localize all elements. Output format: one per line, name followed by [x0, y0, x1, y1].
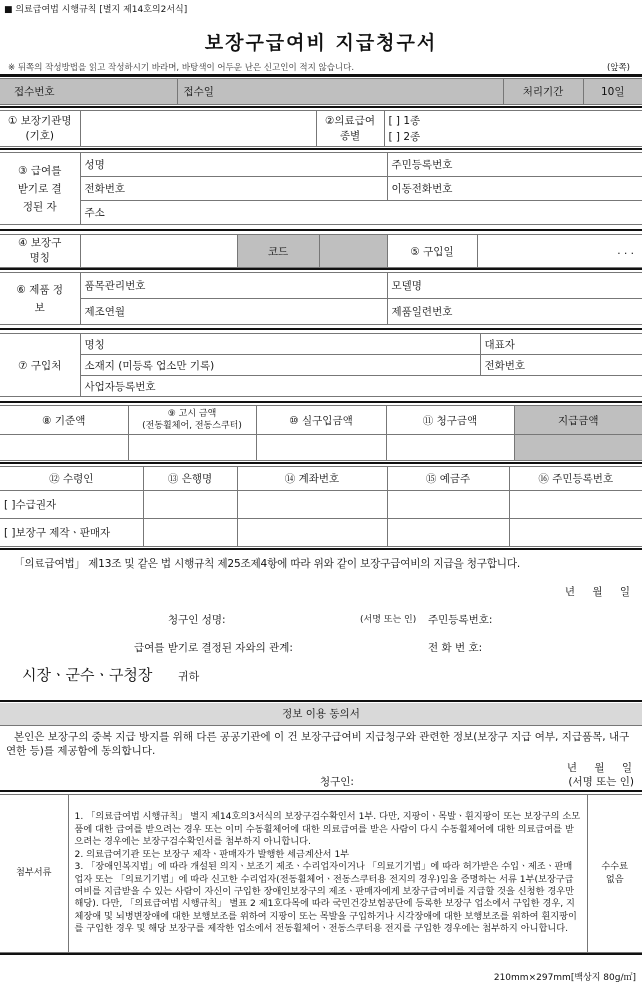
code-label: 코드 [237, 235, 319, 268]
bank-input-2[interactable] [143, 519, 237, 547]
recipient-label: ③ 급여를 받기로 결 정된 자 [0, 153, 80, 225]
item-management-number-field[interactable]: 품목관리번호 [80, 273, 387, 299]
purchase-date-label: ⑤ 구입일 [387, 235, 477, 268]
top-rule [0, 74, 642, 77]
account-input-1[interactable] [237, 491, 387, 519]
bank-input-1[interactable] [143, 491, 237, 519]
addressee: 시장ㆍ군수ㆍ구청장 [22, 666, 153, 684]
manufacture-date-field[interactable]: 제조연월 [80, 299, 387, 325]
attachments-label: 첨부서류 [0, 795, 68, 953]
consent-title: 정보 이용 동의서 [0, 703, 642, 726]
code-input [319, 235, 387, 268]
consent-text: 본인은 보장구의 중복 지급 방지를 위해 다른 공공기관에 이 건 보장구급여비 지급청구와 관련한 정보(보장구 지급 여부, 지급품목, 내구연한 등)를 제공함에 동의합니다. [6, 731, 630, 757]
cap-amount-label: ⑨ 고시 금액 (전동휠체어, 전동스쿠터) [128, 406, 256, 435]
model-name-field[interactable]: 모델명 [387, 273, 642, 299]
recipient-address-field[interactable]: 주소 [80, 201, 642, 225]
agency-input[interactable] [80, 111, 316, 147]
vendor-name-field[interactable]: 명칭 [80, 334, 480, 355]
form-title: 보장구급여비 지급청구서 [204, 32, 438, 54]
consent-claimant-label: 청구인: [320, 776, 354, 788]
account-input-2[interactable] [237, 519, 387, 547]
serial-number-field[interactable]: 제품일련번호 [387, 299, 642, 325]
claimant-name-label: 청구인 성명: [168, 614, 226, 626]
consent-date: 년 월 일 [566, 762, 632, 774]
payment-amount-label: 지급금액 [514, 406, 642, 435]
form-header: ■ 의료급여법 시행규칙 [별지 제14호의2서식] [4, 5, 188, 15]
benefit-type-label: ②의료급여 종별 [316, 111, 384, 147]
consent-sign-label: (서명 또는 인) [568, 776, 634, 788]
recipient-rrn-field[interactable]: 주민등록번호 [387, 153, 642, 177]
attachment-item-2: 2. 의료급여기관 또는 보장구 제작ㆍ판매자가 발행한 세금계산서 1부 [74, 848, 350, 860]
product-section [0, 272, 642, 325]
holder-input-1[interactable] [387, 491, 509, 519]
form-note: ※ 뒤쪽의 작성방법을 읽고 작성하시기 바라며, 바탕색이 어두운 난은 신고인이 적지 않습니다. [8, 63, 355, 73]
recipient-name-field[interactable]: 성명 [80, 153, 387, 177]
holder-rrn-label: ⑯ 주민등록번호 [509, 467, 642, 491]
account-holder-label: ⑮ 예금주 [387, 467, 509, 491]
bank-name-label: ⑬ 은행명 [143, 467, 237, 491]
cap-amount-input[interactable] [128, 435, 256, 461]
recipient-phone-field[interactable]: 전화번호 [80, 177, 387, 201]
product-info-label: ⑥ 제품 정 보 [0, 273, 80, 325]
processing-period-label: 처리기간 [503, 79, 583, 105]
claimant-sign-label: (서명 또는 인) [360, 615, 417, 625]
recipient-section [0, 152, 642, 225]
holder-input-2[interactable] [387, 519, 509, 547]
receipt-number-label: 접수번호 [0, 79, 177, 105]
device-section [0, 234, 642, 268]
account-section [0, 466, 642, 547]
recipient-mobile-field[interactable]: 이동전화번호 [387, 177, 642, 201]
base-amount-label: ⑧ 기준액 [0, 406, 128, 435]
vendor-rep-field[interactable]: 대표자 [480, 334, 642, 355]
claimant-rrn-label: 주민등록번호: [428, 614, 493, 626]
type2-checkbox[interactable]: [ ] 2종 [388, 130, 421, 143]
attachment-item-3: 3. 「장애인복지법」에 따라 개설된 의지ㆍ보조기 제조ㆍ수리업자이거나 「의료기기법」에 따라 허가받은 수입ㆍ제조ㆍ판매업자 또는 「의료기기법」에 따라 신고한 수리업자(전동휠체어ㆍ전동스쿠터용 전지의 경우)임을 증명하는 서류 1부(보장구급여비를 지급받을 수 있는 사람이 자신이 구입한 장애인보장구의 제조ㆍ판매자에게 보장구급여비를 지급할 것을 신청한 경우만 해당). 다만, 「의료급여법 시행규칙」 별표 2 제1호다목에 따라 국민건강보험공단에 등록한 보장구 업소에서 구입한 경우, 지체장애 및 뇌병변장애에 대한 보행보조를 위하여 지팡이 또는 목발을 구입하거나 시각장애에 대한 보행보조를 위하여 휜지팡이를 구입한 경우 및 해당 보장구를 제작한 업소에서 전동휠체어ㆍ전동스쿠터용 전지를 구입한 경우에는 첨부하지 아니합니다. [74, 861, 577, 935]
type1-checkbox[interactable]: [ ] 1종 [388, 114, 421, 127]
purchase-date-input[interactable]: . . . [477, 235, 642, 268]
declaration-text: 「의료급여법」 제13조 및 같은 법 시행규칙 제25조제4항에 따라 위와 같이 보장구급여비의 지급을 청구합니다. [14, 558, 521, 570]
paper-spec: 210mm×297mm[백상지 80g/㎡] [493, 973, 636, 983]
amount-section [0, 405, 642, 461]
claim-amount-label: ⑪ 청구금액 [386, 406, 514, 435]
receiver-vendor-checkbox[interactable]: [ ]보장구 제작ㆍ판매자 [0, 519, 143, 547]
declaration-date: 년 월 일 [564, 586, 630, 598]
vendor-section [0, 333, 642, 397]
receipt-date-label: 접수일 [177, 79, 503, 105]
vendor-bizno-field[interactable]: 사업자등록번호 [80, 376, 642, 397]
rrn-input-1[interactable] [509, 491, 642, 519]
base-amount-input[interactable] [0, 435, 128, 461]
rrn-input-2[interactable] [509, 519, 642, 547]
receiver-label: ⑫ 수령인 [0, 467, 143, 491]
agency-section [0, 110, 642, 147]
page-indicator: (앞쪽) [606, 63, 630, 73]
account-number-label: ⑭ 계좌번호 [237, 467, 387, 491]
vendor-location-field[interactable]: 소재지 (미등록 업소만 기록) [80, 355, 480, 376]
receiver-beneficiary-checkbox[interactable]: [ ]수급권자 [0, 491, 143, 519]
vendor-label: ⑦ 구입처 [0, 334, 80, 397]
agency-label: ① 보장기관명 (기호) [0, 111, 80, 147]
attachments-section [0, 794, 642, 953]
vendor-phone-field[interactable]: 전화번호 [480, 355, 642, 376]
processing-period-value: 10일 [583, 79, 642, 105]
device-name-label: ④ 보장구 명칭 [0, 235, 80, 268]
relation-label: 급여를 받기로 결정된 자와의 관계: [134, 642, 293, 654]
addressee-suffix: 귀하 [178, 670, 200, 683]
actual-amount-label: ⑩ 실구입금액 [256, 406, 386, 435]
attachment-item-1: 1. 「의료급여법 시행규칙」 별지 제14호의3서식의 보장구검수확인서 1부. 다만, 지팡이ㆍ목발ㆍ휜지팡이 또는 보장구의 소모품에 대한 급여를 받으려는 경우 또는 이미 수동휠체어에 대한 의료급여를 받은 사람이 다시 수동휠체어에 대한 의료급여를 받으려는 경우에는 보장구검수확인서를 첨부하지 아니합니다. [74, 811, 581, 848]
fee-label: 수수료 없음 [587, 795, 642, 953]
device-name-input[interactable] [80, 235, 237, 268]
claimant-phone-label: 전 화 번 호: [428, 642, 483, 654]
claim-amount-input[interactable] [386, 435, 514, 461]
receipt-section [0, 78, 642, 105]
payment-amount-input [514, 435, 642, 461]
actual-amount-input[interactable] [256, 435, 386, 461]
